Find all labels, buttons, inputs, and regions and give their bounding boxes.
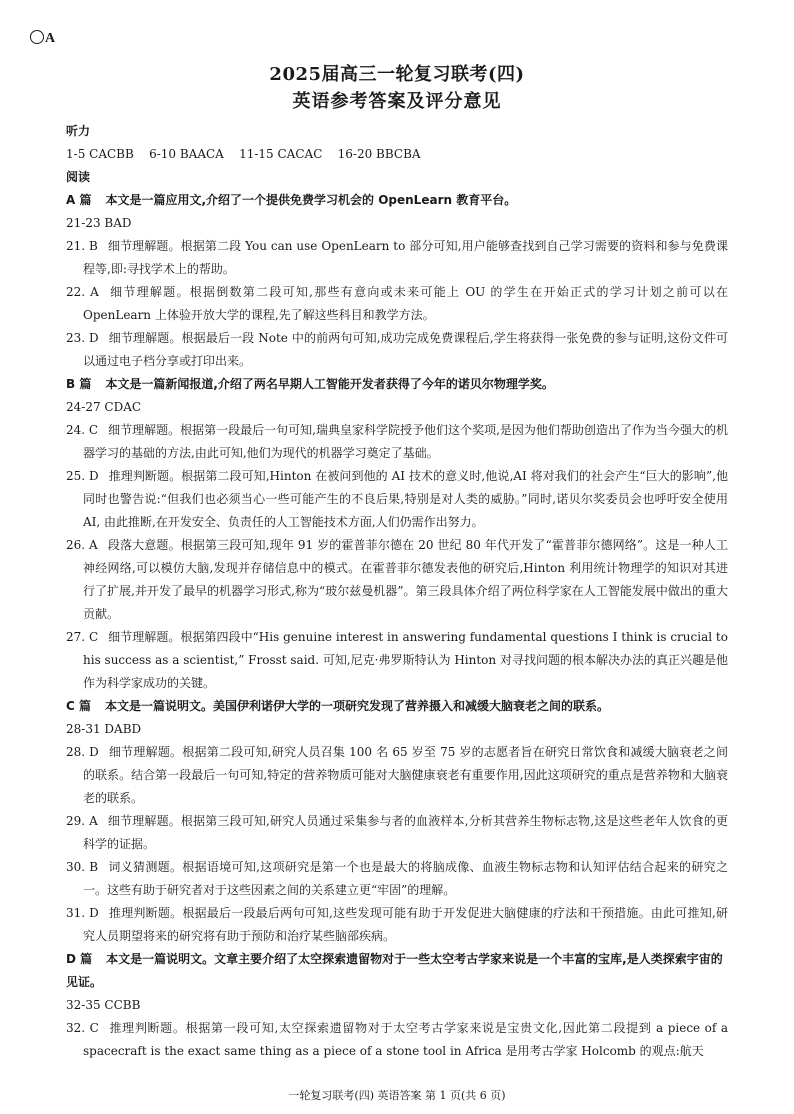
passage-intro: 本文是一篇说明文。文章主要介绍了太空探索遗留物对于一些太空考古学家来说是一个丰富的宝库,是人类探索宇宙的见证。 [66, 952, 723, 989]
answer-range: 28-31 DABD [66, 722, 142, 736]
answer-explanation: 细节理解题。根据最后一段 Note 中的前两句可知,成功完成免费课程后,学生将获得一张免费的参与证明,这份文件可以通过电子档分享或打印出来。 [83, 331, 728, 368]
question-number: 30. B [66, 860, 99, 874]
question-number: 24. C [66, 423, 99, 437]
question-number: 29. A [66, 814, 98, 828]
answer-explanation: 细节理解题。根据第四段中“His genuine interest in answering fundamental questions I think is crucial to his success as a scientist,” Frosst said. 可知,尼克·弗罗斯特认为 Hinton 对寻找问题的根本解决办法的真正兴趣是他作为科学家成功的关键。 [83, 630, 728, 690]
page-footer: 一轮复习联考(四) 英语答案 第 1 页(共 6 页) [288, 1089, 506, 1102]
passage-intro: 本文是一篇说明文。美国伊利诺伊大学的一项研究发现了营养摄入和减缓大脑衰老之间的联系。 [105, 699, 610, 713]
question-number: 31. D [66, 906, 99, 920]
passage-header [66, 948, 728, 994]
passage-tag: D 篇 [66, 952, 93, 966]
passage-tag: B 篇 [66, 377, 92, 391]
passage-intro: 本文是一篇应用文,介绍了一个提供免费学习机会的 OpenLearn 教育平台。 [105, 193, 517, 207]
answer-content [66, 120, 728, 1063]
question-number: 21. B [66, 239, 98, 253]
circle-mark-icon [30, 30, 44, 44]
answer-explanation: 推理判断题。根据最后一段最后两句可知,这些发现可能有助于开发促进大脑健康的疗法和干预措施。由此可推知,研究人员期望将来的研究将有助于预防和治疗某些脑部疾病。 [83, 906, 728, 943]
answer-item [66, 902, 728, 948]
answer-item [66, 235, 728, 281]
answer-range: 21-23 BAD [66, 216, 132, 230]
answer-explanation: 段落大意题。根据第三段可知,现年 91 岁的霍普菲尔德在 20 世纪 80 年代开发了“霍普菲尔德网络”。这是一种人工神经网络,可以模仿大脑,发现并存储信息中的模式。在霍普菲尔德发表他的研究后,Hinton 利用统计物理学的知识对其进行了扩展,并开发了最早的机器学习形式,称为“玻尔兹曼机器”。第三段具体介绍了两位科学家在人工智能发展中做出的重大贡献。 [83, 538, 728, 621]
answer-range: 32-35 CCBB [66, 998, 141, 1012]
question-number: 26. A [66, 538, 98, 552]
answer-item [66, 465, 728, 534]
answer-explanation: 词义猜测题。根据语境可知,这项研究是第一个也是最大的将脑成像、血液生物标志物和认知评估结合起来的研究之一。这些有助于研究者对于这些因素之间的关系建立更“牢固”的理解。 [83, 860, 729, 897]
passage-header [66, 189, 728, 212]
passage-tag: C 篇 [66, 699, 91, 713]
answer-item [66, 626, 728, 695]
question-number: 28. D [66, 745, 99, 759]
question-number: 22. A [66, 285, 99, 299]
passage-header [66, 695, 728, 718]
answer-explanation: 细节理解题。根据第三段可知,研究人员通过采集参与者的血液样本,分析其营养生物标志物,这是这些老年人饮食的更科学的证据。 [83, 814, 728, 851]
answer-item [66, 281, 728, 327]
question-number: 25. D [66, 469, 99, 483]
answer-item [66, 534, 728, 626]
question-number: 27. C [66, 630, 99, 644]
answer-item [66, 419, 728, 465]
answer-explanation: 细节理解题。根据第二段可知,研究人员召集 100 名 65 岁至 75 岁的志愿者旨在研究日常饮食和减缓大脑衰老之间的联系。结合第一段最后一句可知,特定的营养物质可能对大脑健康衰老有重要作用,因此这项研究的重点是营养物和大脑衰老的联系。 [83, 745, 728, 805]
passage-header [66, 373, 728, 396]
answer-explanation: 细节理解题。根据第二段 You can use OpenLearn to 部分可知,用户能够查找到自己学习需要的资料和参与免费课程等,即:寻找学术上的帮助。 [83, 239, 729, 276]
answer-explanation: 推理判断题。根据第一段可知,太空探索遗留物对于太空考古学家来说是宝贵文化,因此第二段提到 a piece of a spacecraft is the exact same thing as a piece of a stone tool in Africa 是用考古学家 Holcomb 的观点:航天 [83, 1021, 728, 1058]
question-number: 23. D [66, 331, 99, 345]
passage-tag: A 篇 [66, 193, 92, 207]
reading-label: 阅读 [66, 170, 91, 184]
listening-label: 听力 [66, 124, 91, 138]
page-header [0, 62, 794, 116]
answer-item [66, 810, 728, 856]
question-number: 32. C [66, 1021, 99, 1035]
page-subtitle: 英语参考答案及评分意见 [292, 91, 502, 112]
answer-item [66, 856, 728, 902]
corner-mark [30, 30, 55, 47]
answer-explanation: 推理判断题。根据第二段可知,Hinton 在被问到他的 AI 技术的意义时,他说,AI 将对我们的社会产生“巨大的影响”,他同时也警告说:“但我们也必须当心一些可能产生的不良后果,特别是对人类的威胁。”同时,诺贝尔奖委员会也呼吁安全使用 AI, 由此推断,在开发安全、负责任的人工智能技术方面,人们仍需作出努力。 [83, 469, 728, 529]
answer-item [66, 1017, 728, 1063]
answer-explanation: 细节理解题。根据第一段最后一句可知,瑞典皇家科学院授予他们这个奖项,是因为他们帮助创造出了作为当今强大的机器学习的基础的方法,由此可知,他们为现代的机器学习奠定了基础。 [83, 423, 728, 460]
answer-explanation: 细节理解题。根据倒数第二段可知,那些有意向或未来可能上 OU 的学生在开始正式的学习计划之前可以在 OpenLearn 上体验开放大学的课程,先了解这些科目和教学方法。 [83, 285, 728, 322]
answer-item [66, 327, 728, 373]
reading-passages [66, 189, 728, 1063]
corner-mark-text: A [45, 31, 56, 46]
passage-intro: 本文是一篇新闻报道,介绍了两名早期人工智能开发者获得了今年的诺贝尔物理学奖。 [105, 377, 554, 391]
page-title: 2025届高三一轮复习联考(四) [269, 64, 525, 85]
answer-range: 24-27 CDAC [66, 400, 142, 414]
answer-item [66, 741, 728, 810]
listening-answers: 1-5 CACBB 6-10 BAACA 11-15 CACAC 16-20 BBCBA [66, 147, 421, 161]
